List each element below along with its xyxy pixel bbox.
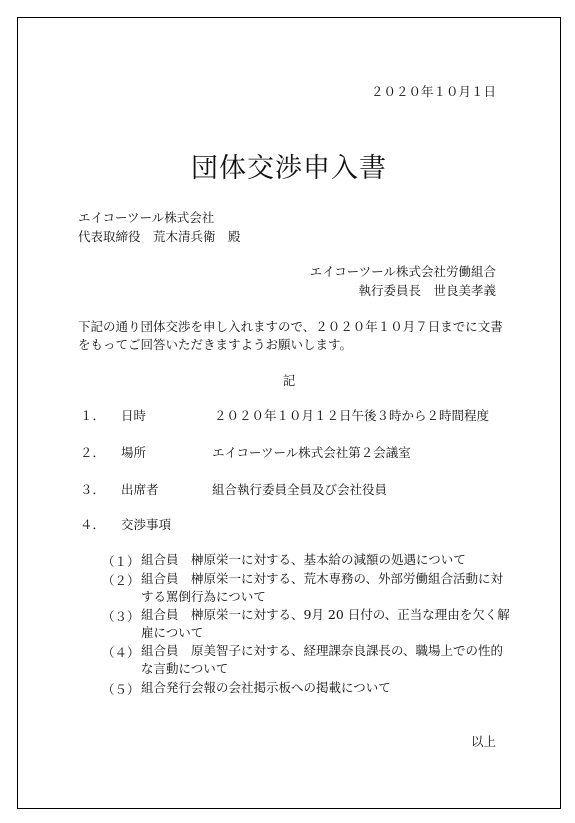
document-title: 団体交渉申入書 (191, 153, 387, 184)
closing-text: 以上 (470, 734, 496, 749)
sender-person: 執行委員長 世良美孝義 (358, 283, 496, 298)
ki-heading: 記 (282, 373, 296, 388)
recipient-company: エイコーツール株式会社 (78, 210, 215, 225)
subitem-text: 組合員 榊原栄一に対する、荒木専務の、外部労働組合活動に対する罵倒行為について (141, 571, 504, 604)
item-number: ３． (80, 482, 106, 497)
document-page (17, 17, 561, 809)
item-number: ４． (80, 517, 106, 532)
item-value: 組合執行委員全員及び会社役員 (212, 482, 388, 497)
document-date: ２０２０年１０月１日 (370, 84, 496, 99)
subitem-text: 組合員 榊原栄一に対する、9月 20 日付の、正当な理由を欠く解雇について (141, 607, 510, 640)
subitem-number: （４） (102, 645, 140, 660)
subitem-number: （３） (102, 609, 140, 624)
item-value: ２０２０年１０月１２日午後３時から２時間程度 (214, 408, 490, 423)
subitem-number: （１） (102, 554, 140, 569)
intro-paragraph: 下記の通り団体交渉を申し入れますので、２０２０年１０月７日までに文書をもってご回答いただきますようお願いします。 (78, 319, 503, 352)
subitem-text: 組合員 榊原栄一に対する、基本給の減額の処遇について (141, 552, 466, 567)
item-label: 出席者 (121, 482, 159, 497)
recipient-representative: 代表取締役 荒木清兵衛 殿 (78, 229, 241, 244)
subitem-number: （５） (102, 682, 140, 697)
subitem-text: 組合員 原美智子に対する、経理課奈良課長の、職場上での性的な言動について (141, 643, 504, 676)
item-label: 日時 (121, 408, 147, 423)
item-value: エイコーツール株式会社第２会議室 (212, 445, 411, 460)
item-label: 場所 (121, 445, 147, 460)
item-number: ２． (80, 445, 106, 460)
sender-union: エイコーツール株式会社労働組合 (309, 264, 496, 279)
item-number: １． (80, 408, 106, 423)
subitem-number: （２） (102, 573, 140, 588)
subitem-text: 組合発行会報の会社掲示板への掲載について (141, 680, 391, 695)
item-label: 交渉事項 (121, 517, 172, 532)
